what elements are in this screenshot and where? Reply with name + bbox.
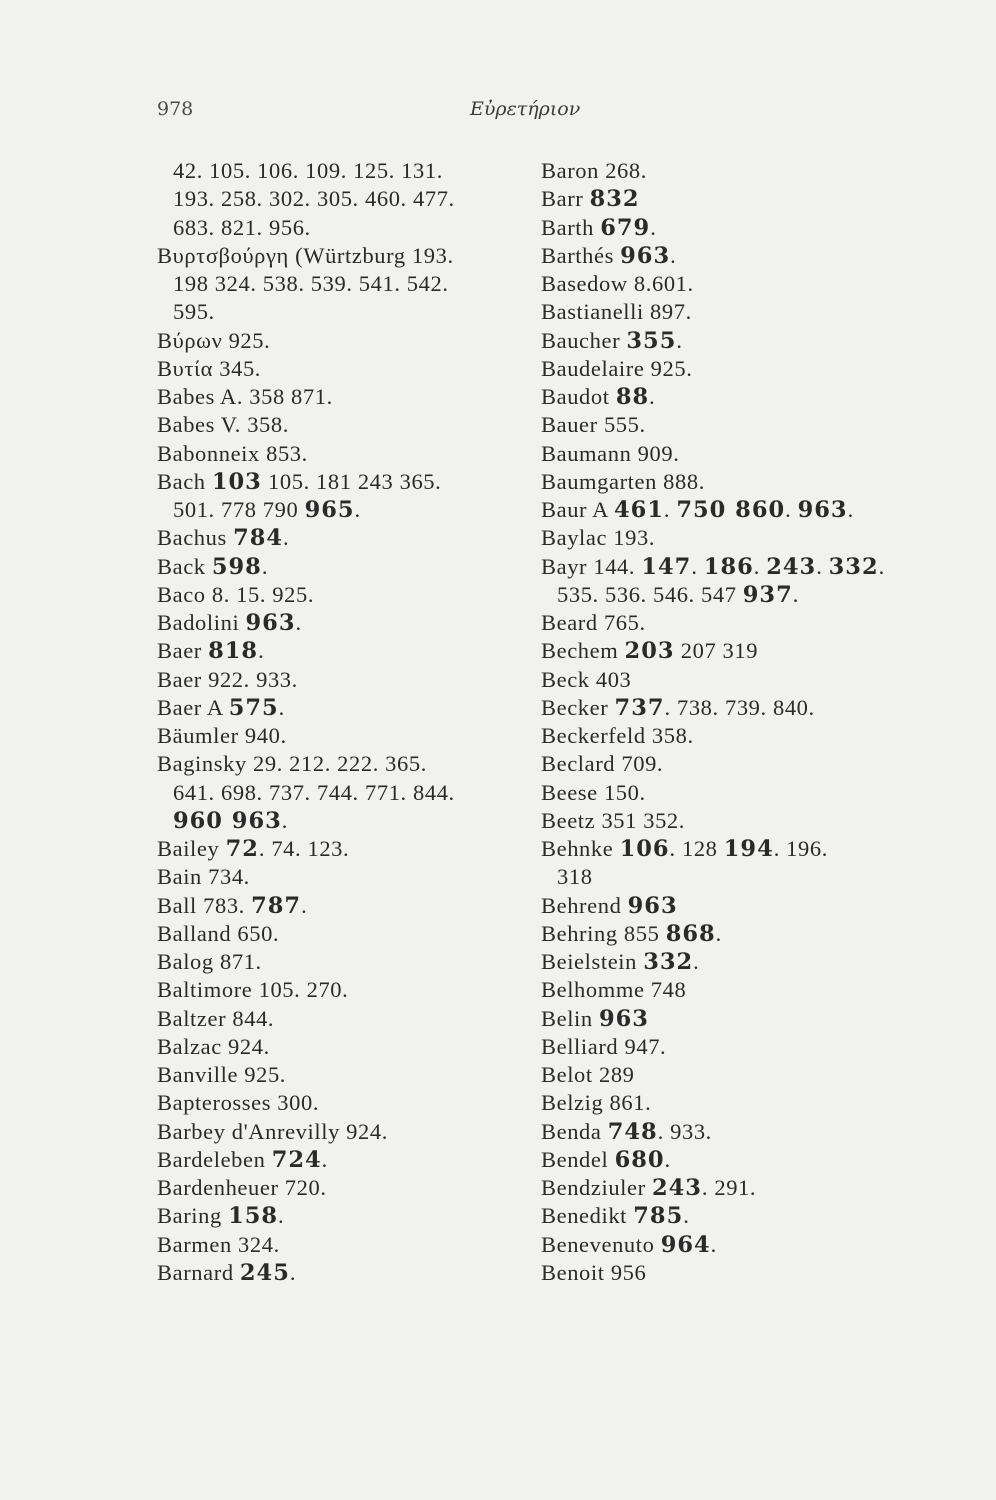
index-entry	[157, 270, 527, 298]
index-entry	[157, 1231, 527, 1259]
index-entry	[541, 327, 901, 355]
index-entry	[541, 609, 901, 637]
index-entry	[157, 609, 527, 637]
index-entry	[157, 1005, 527, 1033]
bold-page-ref: 106	[619, 836, 670, 862]
index-entry	[541, 440, 901, 468]
bold-page-ref: 963	[598, 1005, 649, 1032]
bold-page-ref: 680	[614, 1146, 665, 1173]
bold-page-ref: 787	[251, 892, 302, 919]
index-entry	[541, 835, 901, 863]
index-entry	[157, 920, 527, 948]
index-entry	[541, 1174, 901, 1202]
entry-text: .	[683, 1203, 690, 1229]
entry-text: Babes A. 358 871.	[157, 384, 333, 409]
index-entry	[157, 242, 527, 270]
bold-page-ref: 461	[613, 497, 664, 523]
index-entry	[541, 1089, 901, 1117]
entry-text: Ball 783.	[157, 892, 252, 918]
entry-text: 683. 821. 956.	[173, 214, 311, 240]
index-entry	[157, 411, 527, 439]
bold-page-ref: 72	[225, 836, 259, 862]
entry-text: Banville 925.	[157, 1062, 287, 1087]
index-entry	[541, 948, 901, 976]
index-entry	[541, 185, 901, 213]
index-column-left	[157, 157, 527, 1287]
bold-page-ref: 832	[589, 186, 640, 213]
entry-text: . 291.	[701, 1175, 757, 1200]
index-entry	[541, 581, 901, 609]
entry-text: .	[283, 525, 290, 551]
index-entry	[541, 242, 901, 270]
entry-text: .	[710, 1231, 717, 1257]
entry-text: Bachus	[157, 525, 234, 551]
entry-text: Βυρτσβούργη (Würtzburg 193.	[157, 242, 454, 268]
entry-text: Baylac 193.	[541, 525, 656, 551]
entry-text: 535. 536. 546. 547	[557, 581, 743, 607]
bold-page-ref: 960 963	[173, 807, 282, 834]
entry-text: .	[691, 553, 704, 579]
entry-text: Bain 734.	[157, 864, 250, 890]
entry-text: . 128	[669, 836, 724, 861]
index-entry	[157, 383, 527, 411]
index-entry	[541, 1005, 901, 1033]
bold-page-ref: 964	[660, 1231, 711, 1258]
entry-text: Bendziuler	[541, 1175, 652, 1200]
entry-text: Belhomme 748	[541, 977, 687, 1003]
index-entry	[541, 157, 901, 185]
entry-text: .	[649, 384, 656, 409]
index-entry	[541, 214, 901, 242]
index-entry	[541, 1118, 901, 1146]
index-entry	[157, 355, 527, 383]
entry-text: Baco 8. 15. 925.	[157, 581, 315, 607]
entry-text: Baer 922. 933.	[157, 666, 298, 692]
entry-text: .	[663, 497, 677, 522]
entry-text: Belin	[541, 1005, 599, 1031]
entry-text: .	[676, 327, 683, 353]
bold-page-ref: 785	[633, 1203, 684, 1230]
index-entry	[157, 948, 527, 976]
entry-text: Beielstein	[541, 949, 644, 974]
entry-text: Baron 268.	[541, 158, 647, 183]
bold-page-ref: 963	[245, 610, 296, 636]
entry-text: 641. 698. 737. 744. 771. 844.	[173, 779, 455, 805]
index-entry	[157, 524, 527, 552]
bold-page-ref: 103	[211, 468, 262, 495]
bold-page-ref: 963	[627, 892, 678, 919]
entry-text: Basedow 8.601.	[541, 271, 694, 296]
index-entry	[541, 892, 901, 920]
index-entry	[541, 524, 901, 552]
index-entry	[157, 298, 527, 326]
entry-text: .	[301, 892, 308, 918]
entry-text: Beclard 709.	[541, 751, 664, 777]
entry-text: Bailey	[157, 836, 226, 861]
index-entry	[157, 1061, 527, 1089]
bold-page-ref: 784	[233, 525, 284, 552]
entry-text: 105. 181 243 365.	[261, 468, 442, 494]
index-entry	[541, 1146, 901, 1174]
index-entry	[157, 637, 527, 665]
index-entry	[157, 214, 527, 242]
entry-text: Babonneix 853.	[157, 440, 308, 466]
bold-page-ref: 243	[766, 553, 817, 580]
entry-text: Baur A	[541, 497, 614, 522]
entry-text: .	[785, 497, 798, 522]
entry-text: Baer	[157, 638, 209, 664]
entry-text: . 74. 123.	[258, 836, 350, 861]
entry-text: . 738. 739. 840.	[664, 694, 815, 720]
index-entry	[157, 1033, 527, 1061]
bold-page-ref: 332	[643, 949, 694, 975]
index-entry	[157, 1259, 527, 1287]
entry-text: Back	[157, 553, 212, 579]
entry-text: 318	[557, 864, 593, 890]
entry-text: Balog 871.	[157, 949, 262, 974]
entry-text: Benda	[541, 1118, 608, 1144]
entry-text: Beck 403	[541, 666, 632, 692]
index-entry	[157, 185, 527, 213]
bold-page-ref: 750 860	[676, 497, 786, 523]
index-entry	[157, 779, 527, 807]
bold-page-ref: 937	[742, 581, 793, 608]
entry-text: Bardeleben	[157, 1146, 272, 1172]
entry-text: Baer A	[157, 694, 229, 720]
index-entry	[157, 694, 527, 722]
entry-text: Benevenuto	[541, 1231, 661, 1257]
index-entry	[157, 553, 527, 581]
index-entry	[157, 468, 527, 496]
index-entry	[157, 835, 527, 863]
entry-text: .	[753, 553, 767, 579]
index-entry	[157, 1202, 527, 1230]
bold-page-ref: 243	[651, 1175, 702, 1201]
bold-page-ref: 158	[228, 1203, 279, 1230]
entry-text: . 933.	[657, 1118, 712, 1144]
entry-text: .	[295, 610, 302, 635]
entry-text: .	[715, 920, 722, 946]
entry-text: 595.	[173, 299, 215, 325]
entry-text: Baumgarten 888.	[541, 468, 705, 494]
entry-text: Belzig 861.	[541, 1090, 652, 1116]
bold-page-ref: 868	[665, 920, 716, 947]
index-entry	[157, 1089, 527, 1117]
index-entry	[541, 355, 901, 383]
entry-text: Bach	[157, 468, 212, 494]
entry-text: Baginsky 29. 212. 222. 365.	[157, 751, 427, 777]
entry-text: Baudot	[541, 384, 616, 409]
index-entry	[541, 863, 901, 891]
entry-text: Bapterosses 300.	[157, 1090, 320, 1116]
running-head: Εὐρετήριον	[470, 98, 581, 120]
bold-page-ref: 679	[600, 214, 651, 241]
page-number: 978	[157, 98, 194, 120]
entry-text: .	[792, 581, 799, 607]
index-entry	[541, 1202, 901, 1230]
index-entry	[157, 1174, 527, 1202]
index-entry	[541, 666, 901, 694]
bold-page-ref: 818	[208, 638, 259, 665]
index-entry	[157, 722, 527, 750]
entry-text: Behrend	[541, 892, 628, 918]
bold-page-ref: 332	[828, 553, 879, 580]
entry-text: Barbey d'Anrevilly 924.	[157, 1118, 388, 1144]
entry-text: 207 319	[674, 638, 759, 664]
entry-text: Baudelaire 925.	[541, 355, 693, 381]
index-entry	[541, 553, 901, 581]
entry-text: .	[258, 638, 265, 664]
entry-text: Belot 289	[541, 1062, 635, 1087]
entry-text: Balland 650.	[157, 920, 280, 946]
index-entry	[541, 383, 901, 411]
entry-text: 198 324. 538. 539. 541. 542.	[173, 271, 449, 296]
index-entry	[157, 581, 527, 609]
entry-text: .	[354, 497, 361, 522]
bold-page-ref: 575	[228, 694, 279, 721]
index-column-right	[541, 157, 901, 1287]
bold-page-ref: 598	[211, 553, 262, 580]
index-entry	[541, 411, 901, 439]
index-entry	[157, 1118, 527, 1146]
entry-text: .	[261, 553, 269, 579]
index-entry	[541, 270, 901, 298]
entry-text: Barth	[541, 214, 601, 240]
entry-text: Baltimore 105. 270.	[157, 977, 349, 1003]
entry-text: .	[278, 694, 285, 720]
index-entry	[541, 1061, 901, 1089]
index-entry	[541, 1259, 901, 1287]
entry-text: 501. 778 790	[173, 497, 305, 522]
entry-text: Bastianelli 897.	[541, 299, 692, 325]
index-entry	[541, 468, 901, 496]
entry-text: .	[321, 1146, 328, 1172]
entry-text: .	[878, 553, 885, 579]
entry-text: .	[289, 1259, 297, 1285]
bold-page-ref: 355	[626, 327, 677, 354]
index-entry	[541, 496, 901, 524]
entry-text: Beard 765.	[541, 610, 646, 635]
entry-text: Baucher	[541, 327, 627, 353]
bold-page-ref: 194	[723, 836, 774, 862]
entry-text: Belliard 947.	[541, 1033, 667, 1059]
index-entry	[541, 722, 901, 750]
entry-text: Beese 150.	[541, 779, 646, 805]
bold-page-ref: 963	[797, 497, 848, 523]
entry-text: Badolini	[157, 610, 246, 635]
index-entry	[541, 1231, 901, 1259]
entry-text: .	[278, 1203, 285, 1229]
bold-page-ref: 186	[703, 553, 754, 580]
entry-text: Bardenheuer 720.	[157, 1175, 327, 1200]
index-entry	[157, 157, 527, 185]
index-entry	[157, 327, 527, 355]
entry-text: .	[664, 1146, 671, 1172]
entry-text: Barnard	[157, 1259, 240, 1285]
entry-text: . 196.	[773, 836, 828, 861]
index-entry	[157, 976, 527, 1004]
entry-text: Beckerfeld 358.	[541, 723, 694, 748]
bold-page-ref: 147	[641, 553, 692, 580]
entry-text: Barr	[541, 186, 590, 212]
index-entry	[541, 750, 901, 778]
entry-text: .	[816, 553, 829, 579]
index-entry	[541, 694, 901, 722]
index-entry	[157, 892, 527, 920]
entry-text: Becker	[541, 694, 615, 720]
entry-text: Baring	[157, 1203, 229, 1229]
entry-text: Bendel	[541, 1146, 615, 1172]
index-entry	[541, 976, 901, 1004]
entry-text: Baltzer 844.	[157, 1005, 275, 1031]
entry-text: 42. 105. 106. 109. 125. 131.	[173, 158, 443, 183]
bold-page-ref: 965	[304, 497, 355, 523]
index-entry	[157, 496, 527, 524]
entry-text: .	[670, 242, 677, 268]
entry-text: Baumann 909.	[541, 440, 680, 466]
index-entry	[541, 637, 901, 665]
index-entry	[541, 298, 901, 326]
entry-text: Benedikt	[541, 1203, 634, 1229]
entry-text: Behnke	[541, 836, 620, 861]
entry-text: 193. 258. 302. 305. 460. 477.	[173, 186, 455, 212]
entry-text: Behring 855	[541, 920, 666, 946]
index-entry	[157, 666, 527, 694]
entry-text: Beetz 351 352.	[541, 807, 685, 833]
entry-text: Βύρων 925.	[157, 327, 271, 353]
bold-page-ref: 724	[271, 1146, 322, 1173]
index-entry	[157, 807, 527, 835]
entry-text: Bäumler 940.	[157, 723, 287, 748]
bold-page-ref: 748	[607, 1118, 658, 1145]
index-entry	[541, 779, 901, 807]
entry-text: Barmen 324.	[157, 1231, 280, 1257]
bold-page-ref: 737	[614, 694, 665, 721]
entry-text: Benoit 956	[541, 1259, 647, 1285]
index-entry	[541, 920, 901, 948]
entry-text: Bauer 555.	[541, 412, 646, 438]
index-entry	[157, 863, 527, 891]
index-entry	[157, 750, 527, 778]
entry-text: .	[693, 949, 700, 974]
entry-text: Bayr 144.	[541, 553, 642, 579]
bold-page-ref: 245	[239, 1259, 290, 1286]
entry-text: .	[281, 807, 289, 833]
entry-text: Babes V. 358.	[157, 412, 289, 438]
bold-page-ref: 88	[615, 384, 650, 410]
index-entry	[157, 1146, 527, 1174]
entry-text: Balzac 924.	[157, 1033, 270, 1059]
index-entry	[541, 1033, 901, 1061]
entry-text: Barthés	[541, 242, 621, 268]
entry-text: Βυτία 345.	[157, 355, 262, 381]
index-entry	[541, 807, 901, 835]
bold-page-ref: 203	[624, 638, 675, 665]
entry-text: Bechem	[541, 638, 625, 664]
index-entry	[157, 440, 527, 468]
bold-page-ref: 963	[620, 242, 671, 269]
entry-text: .	[650, 214, 657, 240]
entry-text: .	[847, 497, 854, 522]
